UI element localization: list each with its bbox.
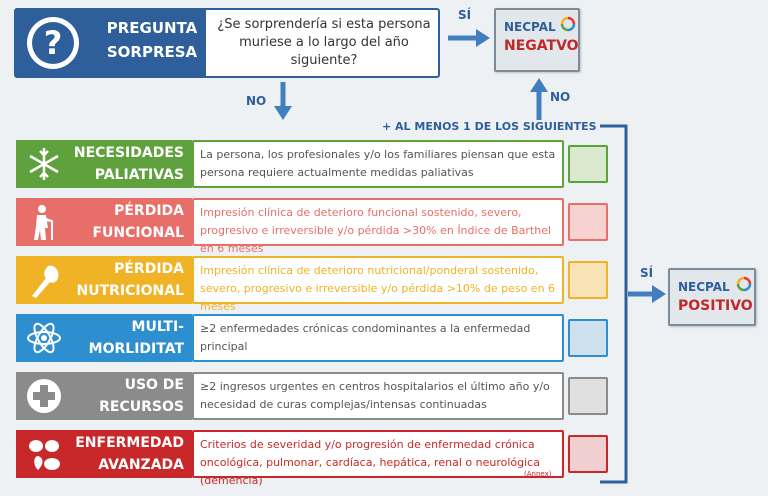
positive-arrow	[628, 282, 668, 306]
title-line-1: PREGUNTA	[106, 19, 198, 37]
criterion-description: Impresión clínica de deterioro funcional sostenido, severo, progresivo e irreversible y/o pérdida >30% en Índice de Barthel en 6 meses	[200, 206, 552, 255]
criterion-title	[64, 200, 184, 244]
criterion-description: ≥2 ingresos urgentes en centros hospitalarios el último año y/o necesidad de curas complejas/intensas continuadas	[200, 380, 550, 411]
necpal-result: POSITIVO	[678, 298, 753, 314]
criterion-description: La persona, los profesionales y/o los familiares piensan que esta persona requiere actualmente medidas paliativas	[200, 148, 556, 179]
no-up-arrow	[528, 76, 550, 120]
criterion-title-line-1: MULTI-	[131, 319, 184, 335]
yes-arrow	[446, 24, 492, 48]
criterion-description: Impresión clínica de deterioro nutricional/ponderal sostenido, severo, progresivo e irreversible y/o pérdida >10% de peso en 6 meses	[200, 264, 556, 313]
snowflake-icon	[24, 144, 64, 184]
necpal-brand: NECPAL	[504, 20, 556, 34]
question-mark-icon	[24, 14, 82, 72]
criterion-checkbox[interactable]	[568, 261, 608, 299]
criterion-title-line-2: AVANZADA	[98, 457, 184, 473]
apple-icon	[24, 260, 64, 300]
necpal-brand: NECPAL	[678, 280, 730, 294]
criterion-checkbox[interactable]	[568, 145, 608, 183]
criterion-title-line-1: PÉRDIDA	[114, 203, 184, 219]
positive-yes-label: SÍ	[640, 266, 654, 280]
criterion-title-line-2: FUNCIONAL	[92, 225, 184, 241]
criterion-title	[64, 432, 184, 476]
criteria-header: + AL MENOS 1 DE LOS SIGUIENTES	[382, 120, 597, 133]
criterion-title-line-2: PALIATIVAS	[94, 167, 184, 183]
elderly-person-icon	[24, 202, 64, 242]
no-label: NO	[246, 94, 267, 108]
necpal-positive-box	[668, 268, 756, 326]
criterion-checkbox[interactable]	[568, 319, 608, 357]
criterion-description: ≥2 enfermedades crónicas condominantes a la enfermedad principal	[200, 322, 531, 353]
criterion-description: Criterios de severidad y/o progresión de enfermedad crónica oncológica, pulmonar, cardíaca, hepática, renal o neurológica (demencia)	[200, 438, 540, 487]
necpal-logo-icon	[736, 276, 752, 292]
svg-text:?: ?	[43, 24, 63, 62]
criterion-title-line-1: NECESIDADES	[73, 145, 184, 161]
criterion-title	[64, 374, 184, 418]
medical-cross-icon	[24, 376, 64, 416]
criterion-title-line-1: ENFERMEDAD	[75, 435, 184, 451]
criterion-title-line-1: USO DE	[124, 377, 184, 393]
criterion-checkbox[interactable]	[568, 203, 608, 241]
atom-icon	[24, 318, 64, 358]
no-down-arrow	[272, 82, 294, 122]
annex-label: (Annex)	[524, 470, 552, 478]
title-line-2: SORPRESA	[106, 43, 198, 61]
up-no-label: NO	[550, 90, 571, 104]
organs-icon	[24, 434, 64, 474]
necpal-logo-icon	[560, 16, 576, 32]
criterion-title-line-1: PÉRDIDA	[114, 261, 184, 277]
surprise-question-title	[100, 16, 204, 64]
criterion-title	[64, 258, 184, 302]
necpal-negative-box	[494, 8, 580, 72]
criterion-title-line-2: NUTRICIONAL	[76, 283, 184, 299]
criterion-checkbox[interactable]	[568, 435, 608, 473]
criterion-title	[64, 316, 184, 360]
surprise-question-text: ¿Se sorprendería si esta persona muriese a lo largo del año siguiente?	[217, 17, 431, 68]
yes-label: SÍ	[458, 8, 472, 22]
criterion-checkbox[interactable]	[568, 377, 608, 415]
necpal-result: NEGATVO	[504, 38, 579, 54]
criterion-title	[64, 142, 184, 186]
criterion-title-line-2: MORLIDITAT	[88, 341, 184, 357]
criterion-title-line-2: RECURSOS	[99, 399, 184, 415]
